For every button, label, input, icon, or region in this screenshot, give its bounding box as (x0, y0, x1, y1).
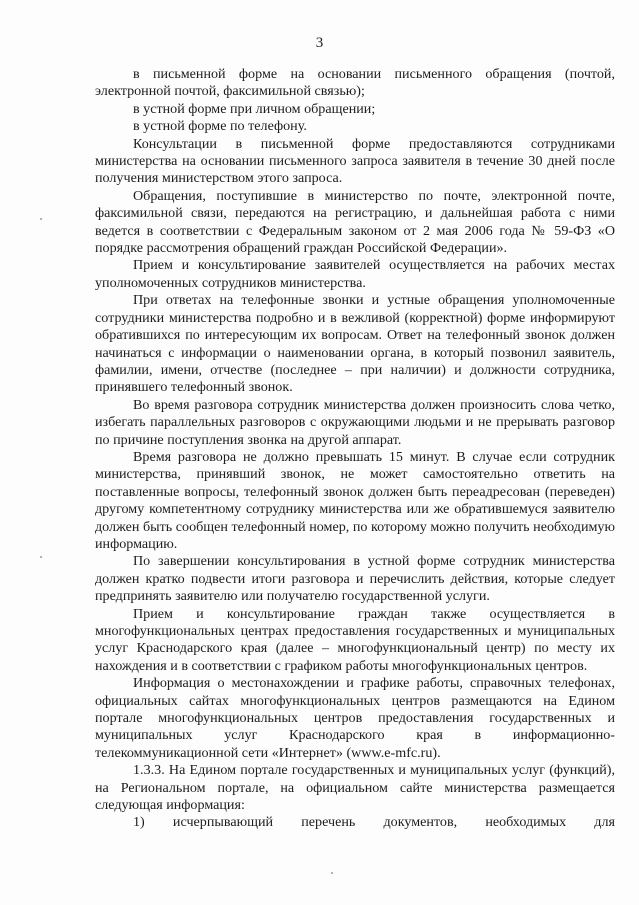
paragraph-section-1-3-3: 1.3.3. На Едином портале государственных и муниципальных услуг (функций), на Региональном портале, на официальном сайте министерства размещается следующая информация: (95, 762, 615, 814)
paragraph-phone-answers: При ответах на телефонные звонки и устные обращения уполномоченные сотрудники министерства подробно и в вежливой (корректной) форме информируют обратившихся по интересующим их вопросам. Ответ на телефонный звонок должен начинаться с информации о наименовании органа, в который позвонил заявитель, фамилии, имени, отчестве (последнее – при наличии) и должности сотрудника, принявшего телефонный звонок. (95, 292, 615, 396)
paragraph-oral-phone: в устной форме по телефону. (133, 118, 307, 135)
paragraph-list-item-1: 1) исчерпывающий перечень документов, необходимых для (133, 814, 615, 831)
paragraph-written-consultations: Консультации в письменной форме предоставляются сотрудниками министерства на основании письменного запроса заявителя в течение 30 дней после получения министерством этого запроса. (95, 135, 615, 187)
paragraph-conversation-time: Время разговора не должно превышать 15 минут. В случае если сотрудник министерства, принявший звонок, не может самостоятельно ответить на поставленные вопросы, телефонный звонок должен быть переадресован (переведен) другому компетентному сотруднику министерства или же обратившемуся заявителю должен быть сообщен телефонный номер, по которому можно получить необходимую информацию. (95, 448, 615, 552)
scan-speck (40, 556, 42, 558)
paragraph-appeals-registration: Обращения, поступившие в министерство по почте, электронной почте, факсимильной связи, передаются на регистрацию, и дальнейшая работа с ними ведется в соответствии с Федеральным законом от 2 мая 2006 года № 59-ФЗ «О порядке рассмотрения обращений граждан Российской Федерации». (95, 187, 615, 257)
paragraph-written-form: в письменной форме на основании письменного обращения (почтой, электронной почтой, факсимильной связью); (95, 66, 615, 100)
paragraph-mfc-information: Информация о местонахождении и графике работы, справочных телефонах, официальных сайтах многофункциональных центров размещаются на Едином портале многофункциональных центров предоставления государственных и муниципальных услуг Краснодарского края в информационно-телекоммуникационной сети «Интернет» (www.e-mfc.ru). (95, 675, 615, 761)
document-body (95, 66, 615, 832)
paragraph-conversation-rules: Во время разговора сотрудник министерства должен произносить слова четко, избегать параллельных разговоров с окружающими людьми и не прерывать разговор по причине поступления звонка на другой аппарат. (95, 396, 615, 448)
page-number: 3 (315, 35, 324, 51)
paragraph-consultation-summary: По завершении консультирования в устной форме сотрудник министерства должен кратко подвести итоги разговора и перечислить действия, которые следует предпринять заявителю или получателю государственной услуги. (95, 553, 615, 605)
paragraph-oral-personal: в устной форме при личном обращении; (133, 100, 376, 117)
paragraph-mfc-reception: Прием и консультирование граждан также осуществляется в многофункциональных центрах предоставления государственных и муниципальных услуг Краснодарского края (далее – многофункциональный центр) по месту их нахождения и в соответствии с графиком работы многофункциональных центров. (95, 605, 615, 674)
scan-speck (40, 218, 42, 220)
scan-speck (331, 872, 333, 874)
paragraph-reception-workplaces: Прием и консультирование заявителей осуществляется на рабочих местах уполномоченных сотрудников министерства. (95, 257, 615, 291)
